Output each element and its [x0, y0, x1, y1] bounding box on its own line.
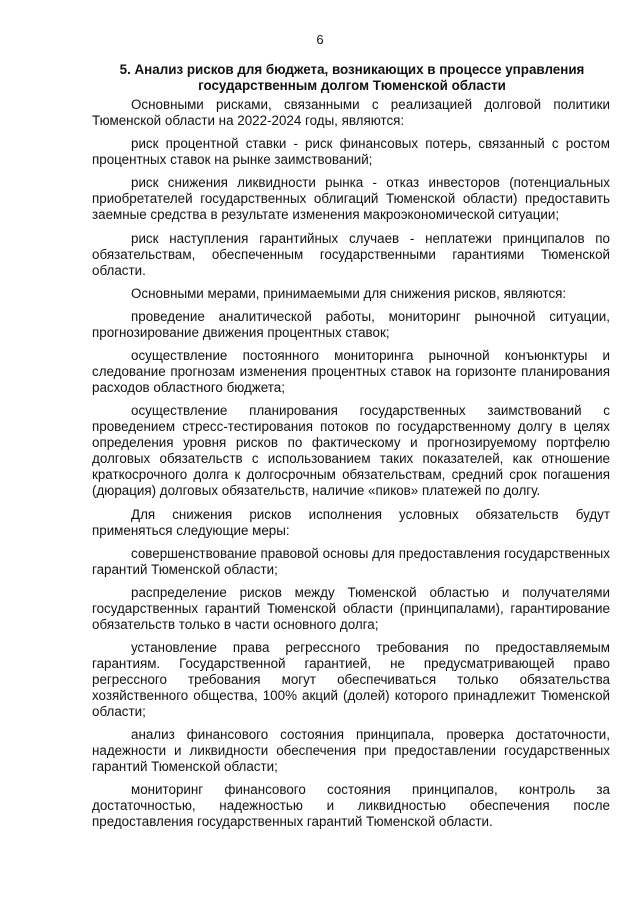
document-body [92, 97, 610, 838]
paragraph-interest-rate-risk: риск процентной ставки - риск финансовых потерь, связанный с ростом процентных ставок на рынке заимствований; [92, 136, 610, 168]
page-number: 6 [316, 32, 324, 47]
paragraph-risks-intro: Основными рисками, связанными с реализацией долговой политики Тюменской области на 2022-2024 годы, являются: [92, 97, 610, 128]
paragraph-analytical-work: проведение аналитической работы, мониторинг рыночной ситуации, прогнозирование движения процентных ставок; [92, 308, 610, 340]
paragraph-market-monitoring: осуществление постоянного мониторинга рыночной конъюнктуры и следование прогнозам изменения процентных ставок на горизонте планирования расходов областного бюджета; [92, 348, 610, 396]
paragraph-measures-intro: Основными мерами, принимаемыми для снижения рисков, являются: [131, 285, 567, 301]
paragraph-principal-monitoring: мониторинг финансового состояния принципалов, контроль за достаточностью, надежностью и ликвидностью обеспечения после предоставления государственных гарантий Тюменской области. [92, 782, 610, 830]
paragraph-guarantee-risk: риск наступления гарантийных случаев - неплатежи принципалов по обязательствам, обеспеченным государственными гарантиями Тюменской области. [92, 230, 610, 278]
paragraph-liquidity-risk: риск снижения ликвидности рынка - отказ инвесторов (потенциальных приобретателей государственных облигаций Тюменской области) предоставить заемные средства в результате изменения макроэкономической ситуации; [92, 175, 610, 223]
paragraph-recourse-right: установление права регрессного требования по предоставляемым гарантиям. Государственной гарантией, не предусматривающей право регрессного требования могут обеспечиваться только обязательства хозяйственного общества, 100% акций (долей) которого принадлежит Тюменской области; [92, 640, 610, 720]
section-heading: 5. Анализ рисков для бюджета, возникающих в процессе управления государственным долгом Тюменской области [119, 62, 585, 93]
paragraph-risk-distribution: распределение рисков между Тюменской областью и получателями государственных гарантий Тюменской области (принципалами), гарантирование обязательств только в части основного долга; [92, 584, 610, 632]
paragraph-contingent-measures-intro: Для снижения рисков исполнения условных обязательств будут применяться следующие меры: [92, 506, 610, 538]
paragraph-financial-analysis: анализ финансового состояния принципала, проверка достаточности, надежности и ликвидности обеспечения при предоставлении государственных гарантий Тюменской области; [92, 727, 610, 775]
paragraph-borrowing-planning: осуществление планирования государственных заимствований с проведением стресс-тестирования потоков по государственному долгу в целях определения уровня рисков по фактическому и прогнозируемому портфелю долговых обязательств с использованием таких показателей, как отношение краткосрочного долга к долгосрочным обязательствам, средний срок погашения (дюрация) долговых обязательств, наличие «пиков» платежей по долгу. [92, 403, 610, 499]
paragraph-legal-basis: совершенствование правовой основы для предоставления государственных гарантий Тюменской области; [92, 545, 610, 577]
